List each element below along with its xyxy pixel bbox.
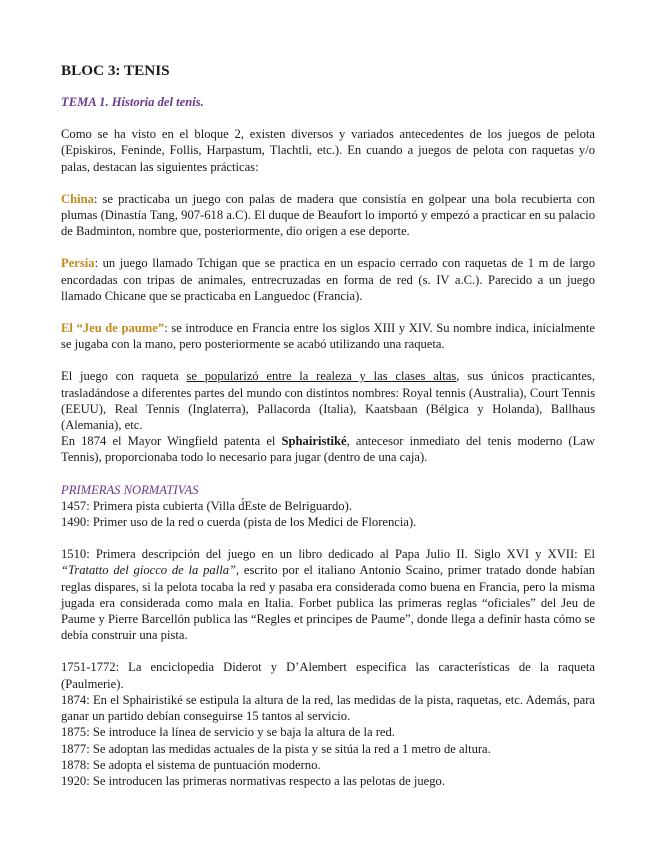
event-line: 1874: En el Sphairistiké se estipula la altura de la red, las medidas de la pista, raquetas, etc. Además, para ganar un partido debían conseguirse 15 tantos al servicio. bbox=[61, 692, 595, 724]
event-1510-pre: 1510: Primera descripción del juego en un libro dedicado al Papa Julio II. Siglo XVI y XVII: El bbox=[61, 547, 595, 562]
persia-label: Persia bbox=[61, 256, 95, 271]
raqueta-text-post: , sus únicos practicantes, trasladándose a diferentes partes del mundo con distintos nombres: Royal tennis (Australia), Court Tennis (EEUU), Real Tennis (Inglaterra), Pallacorda (Italia), Kaatsbaan (Bélgica y Holanda), Ballhaus (Alemania), etc. bbox=[61, 369, 596, 433]
event-line: 1877: Se adoptan las medidas actuales de la pista y se sitúa la red a 1 metro de altura. bbox=[61, 741, 491, 756]
event-line: 1490: Primer uso de la red o cuerda (pista de los Medici de Florencia). bbox=[61, 515, 417, 530]
wingfield-paragraph bbox=[61, 433, 595, 465]
raqueta-underlined: se popularizó entre la realeza y las clases altas bbox=[186, 369, 457, 384]
topic-subtitle: TEMA 1. Historia del tenis. bbox=[61, 95, 204, 109]
jeu-de-paume-label: El “Jeu de paume” bbox=[61, 321, 165, 336]
tratatto-title: “Tratatto del giocco de la palla” bbox=[61, 563, 236, 578]
wingfield-text-pre: En 1874 el Mayor Wingfield patenta el bbox=[61, 434, 282, 449]
persia-text: : un juego llamado Tchigan que se practica en un espacio cerrado con raquetas de 1 m de largo encordadas con tripas de animales, entrecruzadas en forma de red (s. IV a.C.). Parecido a un juego llamado Chicane que se practicaba en Languedoc (Francia). bbox=[61, 256, 595, 303]
event-line: 1875: Se introduce la línea de servicio y se baja la altura de la red. bbox=[61, 725, 395, 740]
sphairistike-term: Sphairistiké bbox=[281, 434, 347, 449]
event-1510-post: , escrito por el italiano Antonio Scaino, primer tratado donde habían reglas dispares, si la pelota tocaba la red y pasaba era considerada como buena en Francia, pero la misma jugada era considerada como mala en Italia. Forbet publica las primeras reglas “oficiales” del Jeu de Paume y Pierre Barcellón publica las “Regles et principes de Paume”, donde llega a definir hasta cómo se debía construir una pista. bbox=[61, 563, 595, 643]
china-label: China bbox=[61, 191, 94, 206]
china-paragraph bbox=[61, 191, 595, 240]
china-text: : se practicaba un juego con palas de madera que consistía en golpear una bola recubierta con plumas (Dinastía Tang, 907-618 a.C). El duque de Beaufort lo importó y empezó a practicar en su palacio de Badminton, nombre que, posteriormente, dio origen a ese deporte. bbox=[61, 191, 595, 239]
raqueta-paragraph bbox=[61, 368, 595, 433]
jeu-de-paume-paragraph bbox=[61, 320, 595, 352]
event-line: 1878: Se adopta el sistema de puntuación moderno. bbox=[61, 757, 321, 772]
event-line: 1457: Primera pista cubierta (Villa d́Este de Belriguardo). bbox=[61, 498, 352, 513]
wingfield-text-post: , antecesor inmediato del tenis moderno (Law Tennis), proporcionaba todo lo necesario para jugar (dentro de una caja). bbox=[61, 434, 595, 465]
event-1510-paragraph bbox=[61, 546, 595, 643]
section-title: PRIMERAS NORMATIVAS bbox=[61, 482, 199, 497]
intro-paragraph: Como se ha visto en el bloque 2, existen diversos y variados antecedentes de los juegos de pelota (Episkiros, Feninde, Follis, Harpastum, Tlachtli, etc.). En cuando a juegos de pelota con raquetas y/o palas, destacan las siguientes prácticas: bbox=[61, 127, 595, 174]
event-line: 1920: Se introducen las primeras normativas respecto a las pelotas de juego. bbox=[61, 773, 445, 788]
page-title: BLOC 3: TENIS bbox=[61, 62, 170, 79]
event-line: 1751-1772: La enciclopedia Diderot y D’Alembert especifica las características de la raqueta (Paulmerie). bbox=[61, 660, 595, 691]
jeu-de-paume-text: : se introduce en Francia entre los siglos XIII y XIV. Su nombre indica, inicialmente se jugaba con la mano, pero posteriormente se acabó utilizando una raqueta. bbox=[61, 321, 595, 352]
persia-paragraph bbox=[61, 255, 595, 304]
raqueta-text-pre: El juego con raqueta bbox=[61, 369, 187, 384]
